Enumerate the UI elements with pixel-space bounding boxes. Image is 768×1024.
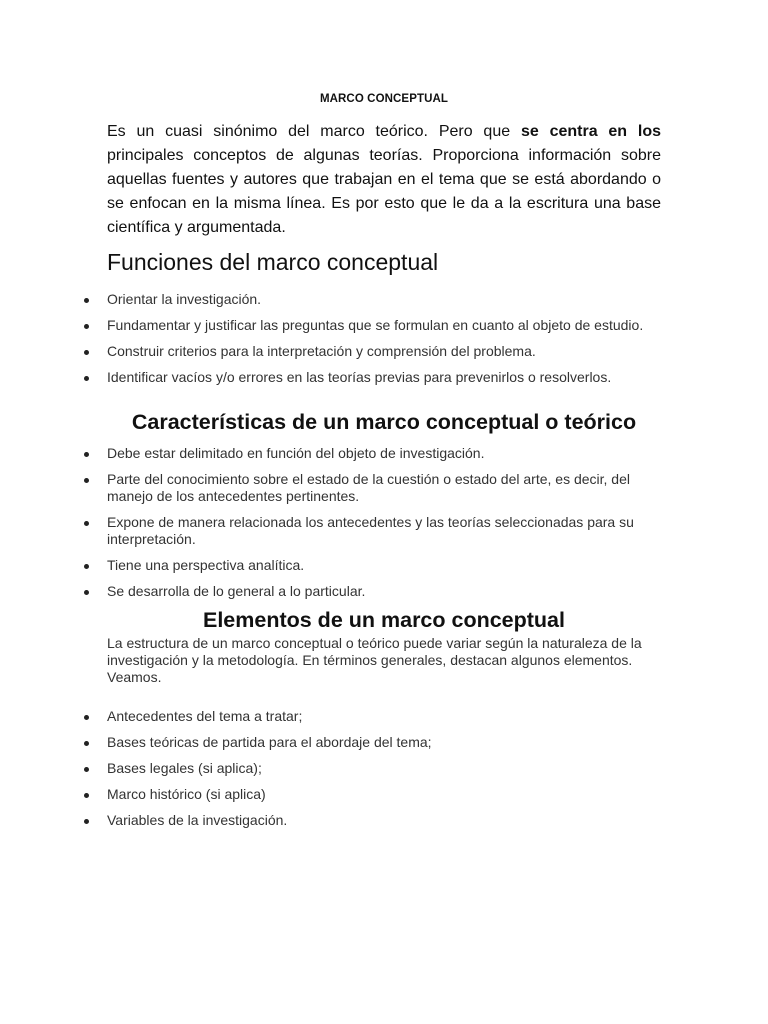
bullet-icon [84, 819, 89, 824]
list-funciones [0, 291, 768, 386]
bullet-icon [84, 741, 89, 746]
intro-text-end: principales conceptos de algunas teorías. Proporciona información sobre aquellas fuentes y autores que trabajan en el tema que se está abordando o se enfocan en la misma línea. Es por esto que le da a la escritura una base científica y argumentada. [107, 147, 661, 236]
list-item [0, 343, 768, 360]
list-item [0, 471, 768, 505]
intro-text-bold: se centra en los [520, 123, 662, 140]
list-item-text: Construir criterios para la interpretación y comprensión del problema. [107, 343, 536, 359]
list-item-text: Variables de la investigación. [107, 812, 288, 828]
list-item [0, 369, 768, 386]
bullet-icon [84, 793, 89, 798]
list-item [0, 317, 768, 334]
list-item-text: Parte del conocimiento sobre el estado de la cuestión o estado del arte, es decir, del manejo de los antecedentes pertinentes. [107, 471, 630, 504]
heading-elementos: Elementos de un marco conceptual [202, 608, 565, 632]
bullet-icon [84, 478, 89, 483]
elementos-intro: La estructura de un marco conceptual o teórico puede variar según la naturaleza de la investigación y la metodología. En términos generales, destacan algunos elementos. Veamos. [107, 635, 642, 685]
list-item [0, 734, 768, 751]
bullet-icon [84, 452, 89, 457]
list-elementos [0, 708, 768, 829]
heading-caracteristicas: Características de un marco conceptual o teórico [131, 410, 637, 434]
bullet-icon [84, 521, 89, 526]
list-item [0, 514, 768, 548]
bullet-icon [84, 324, 89, 329]
list-item [0, 557, 768, 574]
intro-text-start: Es un cuasi sinónimo del marco teórico. Pero que [107, 123, 521, 140]
bullet-icon [84, 298, 89, 303]
list-item [0, 583, 768, 600]
bullet-icon [84, 715, 89, 720]
list-item-text: Bases teóricas de partida para el abordaje del tema; [107, 734, 432, 750]
list-item [0, 708, 768, 725]
heading-funciones: Funciones del marco conceptual [107, 249, 439, 275]
list-item [0, 812, 768, 829]
list-item-text: Bases legales (si aplica); [107, 760, 262, 776]
bullet-icon [84, 564, 89, 569]
bullet-icon [84, 590, 89, 595]
list-item-text: Debe estar delimitado en función del objeto de investigación. [107, 445, 485, 461]
bullet-icon [84, 767, 89, 772]
list-item-text: Expone de manera relacionada los antecedentes y las teorías seleccionadas para su interpretación. [107, 514, 634, 547]
intro-paragraph [107, 120, 661, 240]
list-item [0, 760, 768, 777]
list-item-text: Tiene una perspectiva analítica. [107, 557, 305, 573]
bullet-icon [84, 350, 89, 355]
list-item [0, 291, 768, 308]
list-item-text: Fundamentar y justificar las preguntas que se formulan en cuanto al objeto de estudio. [107, 317, 644, 333]
list-item-text: Se desarrolla de lo general a lo particular. [107, 583, 366, 599]
list-item [0, 445, 768, 462]
list-caracteristicas [0, 445, 768, 600]
list-item-text: Identificar vacíos y/o errores en las teorías previas para prevenirlos o resolverlos. [107, 369, 612, 385]
list-item-text: Orientar la investigación. [107, 291, 262, 307]
document-title: MARCO CONCEPTUAL [319, 93, 449, 105]
list-item [0, 786, 768, 803]
list-item-text: Antecedentes del tema a tratar; [107, 708, 303, 724]
list-item-text: Marco histórico (si aplica) [107, 786, 266, 802]
bullet-icon [84, 376, 89, 381]
